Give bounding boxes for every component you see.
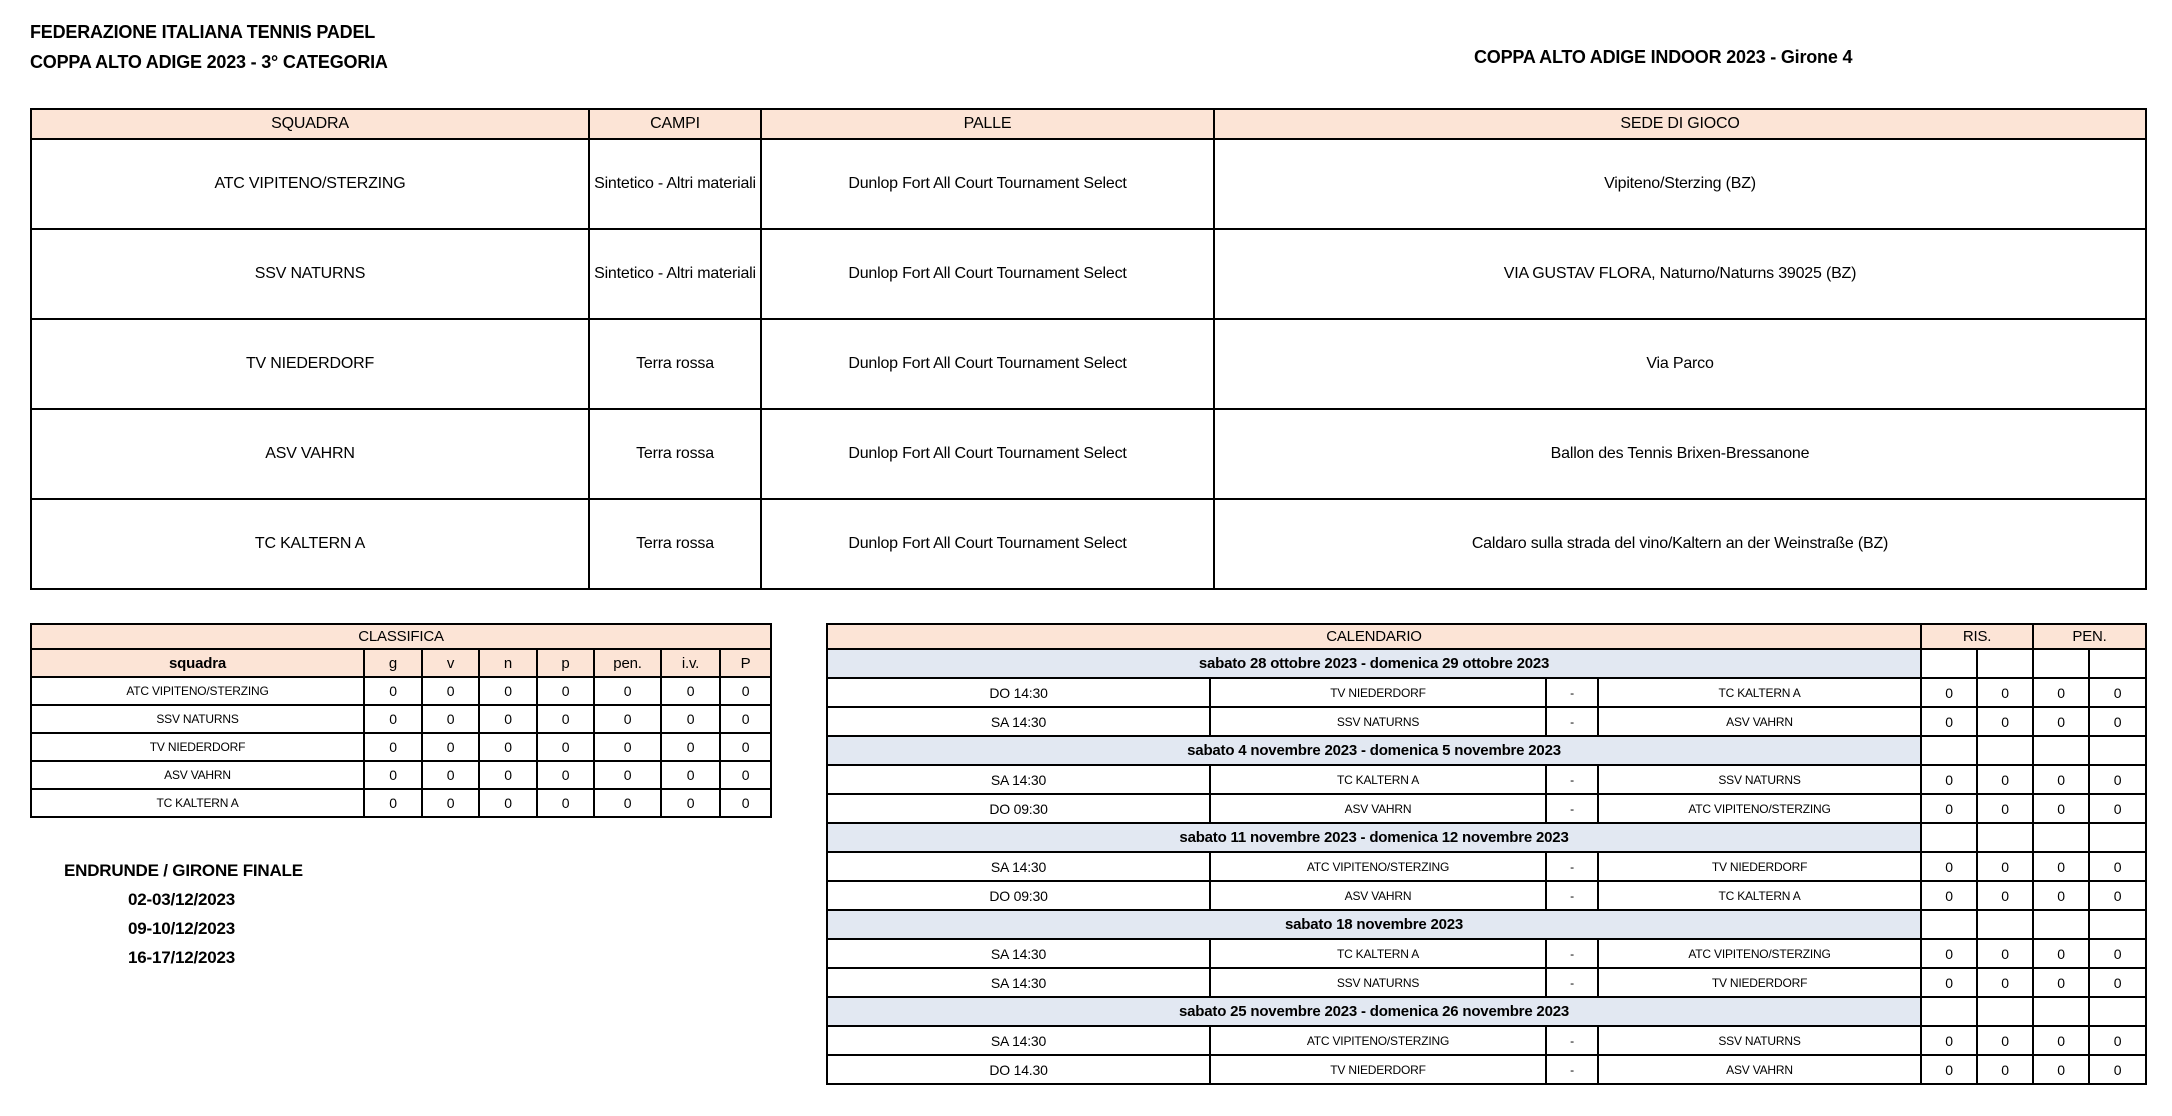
match-time-cell: SA 14:30: [827, 765, 1210, 794]
home-team-cell: ASV VAHRN: [1210, 794, 1546, 823]
empty-score-cell: [1921, 649, 1977, 678]
separator-cell: -: [1546, 1026, 1598, 1055]
empty-score-cell: [2033, 910, 2089, 939]
court-type-cell: Sintetico - Altri materiali: [589, 139, 761, 229]
classifica-stat-cell: 0: [720, 677, 771, 705]
classifica-header-g: g: [364, 649, 422, 677]
classifica-stat-cell: 0: [479, 733, 537, 761]
classifica-stat-cell: 0: [594, 789, 661, 817]
balls-cell: Dunlop Fort All Court Tournament Select: [761, 499, 1214, 589]
classifica-stat-cell: 0: [720, 761, 771, 789]
classifica-stat-cell: 0: [422, 705, 479, 733]
calendar-match-row: [827, 939, 2146, 968]
balls-cell: Dunlop Fort All Court Tournament Select: [761, 229, 1214, 319]
score-cell: 0: [2033, 1055, 2089, 1084]
empty-score-cell: [2089, 910, 2146, 939]
final-round-date: 16-17/12/2023: [128, 948, 236, 967]
score-cell: 0: [1921, 707, 1977, 736]
classifica-header-pen: pen.: [594, 649, 661, 677]
classifica-stat-cell: 0: [594, 677, 661, 705]
teams-row: [31, 499, 2146, 589]
classifica-stat-cell: 0: [661, 677, 720, 705]
court-type-cell: Sintetico - Altri materiali: [589, 229, 761, 319]
teams-row: [31, 229, 2146, 319]
empty-score-cell: [1977, 910, 2033, 939]
teams-row: [31, 139, 2146, 229]
teams-table: [30, 108, 2147, 590]
classifica-stat-cell: 0: [364, 761, 422, 789]
separator-cell: -: [1546, 852, 1598, 881]
classifica-header-squadra: squadra: [31, 649, 364, 677]
separator-cell: -: [1546, 1055, 1598, 1084]
calendar-date-band: sabato 18 novembre 2023: [827, 910, 1921, 939]
score-cell: 0: [1921, 939, 1977, 968]
match-time-cell: SA 14:30: [827, 707, 1210, 736]
empty-score-cell: [1977, 997, 2033, 1026]
match-time-cell: SA 14:30: [827, 968, 1210, 997]
pen-header: PEN.: [2033, 624, 2146, 649]
score-cell: 0: [2033, 881, 2089, 910]
calendario-header-row: [827, 624, 2146, 649]
score-cell: 0: [1921, 968, 1977, 997]
teams-header-palle: PALLE: [761, 109, 1214, 139]
score-cell: 0: [2089, 765, 2146, 794]
classifica-row: [31, 789, 771, 817]
score-cell: 0: [1921, 1055, 1977, 1084]
final-round-date: 09-10/12/2023: [128, 919, 236, 938]
score-cell: 0: [2089, 707, 2146, 736]
final-round-date: 02-03/12/2023: [128, 890, 236, 909]
away-team-cell: TV NIEDERDORF: [1598, 852, 1921, 881]
calendar-match-row: [827, 765, 2146, 794]
home-team-cell: TC KALTERN A: [1210, 939, 1546, 968]
classifica-stat-cell: 0: [661, 761, 720, 789]
empty-score-cell: [2033, 649, 2089, 678]
score-cell: 0: [2033, 852, 2089, 881]
balls-cell: Dunlop Fort All Court Tournament Select: [761, 139, 1214, 229]
score-cell: 0: [2089, 852, 2146, 881]
team-name-cell: TC KALTERN A: [31, 499, 589, 589]
empty-score-cell: [2033, 823, 2089, 852]
classifica-stat-cell: 0: [537, 789, 594, 817]
classifica-stat-cell: 0: [422, 733, 479, 761]
calendar-date-band: sabato 25 novembre 2023 - domenica 26 novembre 2023: [827, 997, 1921, 1026]
classifica-stat-cell: 0: [364, 733, 422, 761]
calendar-date-band: sabato 28 ottobre 2023 - domenica 29 ottobre 2023: [827, 649, 1921, 678]
classifica-stat-cell: 0: [661, 705, 720, 733]
classifica-header-P: P: [720, 649, 771, 677]
classifica-team-cell: SSV NATURNS: [31, 705, 364, 733]
classifica-stat-cell: 0: [422, 677, 479, 705]
classifica-header-row: [31, 649, 771, 677]
calendar-date-band-row: [827, 823, 2146, 852]
calendar-match-row: [827, 881, 2146, 910]
home-team-cell: SSV NATURNS: [1210, 968, 1546, 997]
score-cell: 0: [2089, 881, 2146, 910]
away-team-cell: SSV NATURNS: [1598, 1026, 1921, 1055]
home-team-cell: SSV NATURNS: [1210, 707, 1546, 736]
venue-cell: Via Parco: [1214, 319, 2146, 409]
score-cell: 0: [1921, 852, 1977, 881]
calendar-date-band-row: [827, 997, 2146, 1026]
classifica-row: [31, 733, 771, 761]
home-team-cell: ASV VAHRN: [1210, 881, 1546, 910]
away-team-cell: TC KALTERN A: [1598, 678, 1921, 707]
team-name-cell: SSV NATURNS: [31, 229, 589, 319]
score-cell: 0: [1921, 881, 1977, 910]
teams-row: [31, 319, 2146, 409]
classifica-stat-cell: 0: [594, 705, 661, 733]
classifica-stat-cell: 0: [720, 789, 771, 817]
empty-score-cell: [1977, 736, 2033, 765]
match-time-cell: SA 14:30: [827, 852, 1210, 881]
score-cell: 0: [1921, 765, 1977, 794]
empty-score-cell: [1921, 823, 1977, 852]
ris-header: RIS.: [1921, 624, 2033, 649]
classifica-team-cell: ATC VIPITENO/STERZING: [31, 677, 364, 705]
separator-cell: -: [1546, 794, 1598, 823]
classifica-title-row: [31, 624, 771, 649]
score-cell: 0: [2033, 794, 2089, 823]
teams-header-squadra: SQUADRA: [31, 109, 589, 139]
score-cell: 0: [1921, 678, 1977, 707]
classifica-stat-cell: 0: [720, 733, 771, 761]
classifica-stat-cell: 0: [422, 761, 479, 789]
classifica-stat-cell: 0: [479, 761, 537, 789]
match-time-cell: SA 14:30: [827, 1026, 1210, 1055]
classifica-stat-cell: 0: [537, 705, 594, 733]
score-cell: 0: [2089, 1026, 2146, 1055]
score-cell: 0: [2089, 939, 2146, 968]
score-cell: 0: [1977, 968, 2033, 997]
classifica-stat-cell: 0: [364, 677, 422, 705]
calendar-date-band-row: [827, 736, 2146, 765]
separator-cell: -: [1546, 678, 1598, 707]
endrunde-block: [64, 856, 303, 972]
classifica-header-v: v: [422, 649, 479, 677]
calendar-match-row: [827, 678, 2146, 707]
group-title: COPPA ALTO ADIGE INDOOR 2023 - Girone 4: [1474, 47, 1853, 67]
calendar-match-row: [827, 794, 2146, 823]
home-team-cell: TV NIEDERDORF: [1210, 1055, 1546, 1084]
page-title: [30, 17, 388, 77]
calendar-match-row: [827, 852, 2146, 881]
classifica-row: [31, 761, 771, 789]
home-team-cell: TV NIEDERDORF: [1210, 678, 1546, 707]
score-cell: 0: [2089, 968, 2146, 997]
away-team-cell: SSV NATURNS: [1598, 765, 1921, 794]
calendar-match-row: [827, 707, 2146, 736]
away-team-cell: ATC VIPITENO/STERZING: [1598, 794, 1921, 823]
endrunde-title: ENDRUNDE / GIRONE FINALE: [64, 861, 303, 880]
classifica-stat-cell: 0: [479, 677, 537, 705]
empty-score-cell: [1921, 997, 1977, 1026]
balls-cell: Dunlop Fort All Court Tournament Select: [761, 409, 1214, 499]
score-cell: 0: [1977, 678, 2033, 707]
endrunde-dates: [128, 885, 303, 972]
empty-score-cell: [2089, 823, 2146, 852]
score-cell: 0: [2033, 1026, 2089, 1055]
court-type-cell: Terra rossa: [589, 409, 761, 499]
empty-score-cell: [2089, 736, 2146, 765]
court-type-cell: Terra rossa: [589, 319, 761, 409]
score-cell: 0: [1977, 881, 2033, 910]
away-team-cell: TV NIEDERDORF: [1598, 968, 1921, 997]
score-cell: 0: [2033, 765, 2089, 794]
team-name-cell: TV NIEDERDORF: [31, 319, 589, 409]
empty-score-cell: [1921, 736, 1977, 765]
separator-cell: -: [1546, 707, 1598, 736]
classifica-row: [31, 705, 771, 733]
empty-score-cell: [1977, 823, 2033, 852]
match-time-cell: DO 09:30: [827, 794, 1210, 823]
classifica-stat-cell: 0: [422, 789, 479, 817]
teams-row: [31, 409, 2146, 499]
balls-cell: Dunlop Fort All Court Tournament Select: [761, 319, 1214, 409]
calendar-date-band: sabato 11 novembre 2023 - domenica 12 novembre 2023: [827, 823, 1921, 852]
classifica-header-p: p: [537, 649, 594, 677]
separator-cell: -: [1546, 939, 1598, 968]
match-time-cell: DO 14:30: [827, 678, 1210, 707]
court-type-cell: Terra rossa: [589, 499, 761, 589]
classifica-stat-cell: 0: [661, 733, 720, 761]
empty-score-cell: [2033, 736, 2089, 765]
calendar-date-band: sabato 4 novembre 2023 - domenica 5 novembre 2023: [827, 736, 1921, 765]
score-cell: 0: [2033, 939, 2089, 968]
federation-title: FEDERAZIONE ITALIANA TENNIS PADEL: [30, 22, 376, 42]
classifica-stat-cell: 0: [479, 789, 537, 817]
classifica-stat-cell: 0: [364, 789, 422, 817]
calendar-date-band-row: [827, 649, 2146, 678]
classifica-header-n: n: [479, 649, 537, 677]
classifica-title: CLASSIFICA: [31, 624, 771, 649]
score-cell: 0: [1977, 765, 2033, 794]
score-cell: 0: [2033, 678, 2089, 707]
classifica-stat-cell: 0: [594, 733, 661, 761]
match-time-cell: DO 09:30: [827, 881, 1210, 910]
score-cell: 0: [1977, 794, 2033, 823]
away-team-cell: ASV VAHRN: [1598, 1055, 1921, 1084]
separator-cell: -: [1546, 881, 1598, 910]
score-cell: 0: [1921, 1026, 1977, 1055]
score-cell: 0: [2089, 678, 2146, 707]
teams-header-sede: SEDE DI GIOCO: [1214, 109, 2146, 139]
team-name-cell: ATC VIPITENO/STERZING: [31, 139, 589, 229]
match-time-cell: SA 14:30: [827, 939, 1210, 968]
score-cell: 0: [2089, 794, 2146, 823]
score-cell: 0: [1977, 1055, 2033, 1084]
classifica-stat-cell: 0: [661, 789, 720, 817]
score-cell: 0: [1977, 707, 2033, 736]
classifica-stat-cell: 0: [537, 761, 594, 789]
match-time-cell: DO 14.30: [827, 1055, 1210, 1084]
venue-cell: Vipiteno/Sterzing (BZ): [1214, 139, 2146, 229]
classifica-row: [31, 677, 771, 705]
classifica-table: [30, 623, 772, 818]
classifica-stat-cell: 0: [479, 705, 537, 733]
home-team-cell: TC KALTERN A: [1210, 765, 1546, 794]
classifica-team-cell: ASV VAHRN: [31, 761, 364, 789]
empty-score-cell: [2089, 997, 2146, 1026]
calendar-date-band-row: [827, 910, 2146, 939]
away-team-cell: TC KALTERN A: [1598, 881, 1921, 910]
away-team-cell: ASV VAHRN: [1598, 707, 1921, 736]
separator-cell: -: [1546, 968, 1598, 997]
teams-header-campi: CAMPI: [589, 109, 761, 139]
classifica-stat-cell: 0: [720, 705, 771, 733]
empty-score-cell: [2089, 649, 2146, 678]
venue-cell: Ballon des Tennis Brixen-Bressanone: [1214, 409, 2146, 499]
home-team-cell: ATC VIPITENO/STERZING: [1210, 1026, 1546, 1055]
separator-cell: -: [1546, 765, 1598, 794]
score-cell: 0: [1977, 852, 2033, 881]
score-cell: 0: [2033, 707, 2089, 736]
team-name-cell: ASV VAHRN: [31, 409, 589, 499]
score-cell: 0: [1921, 794, 1977, 823]
empty-score-cell: [1921, 910, 1977, 939]
score-cell: 0: [1977, 1026, 2033, 1055]
calendario-title: CALENDARIO: [827, 624, 1921, 649]
empty-score-cell: [2033, 997, 2089, 1026]
classifica-team-cell: TV NIEDERDORF: [31, 733, 364, 761]
calendario-table: [826, 623, 2147, 1085]
calendar-match-row: [827, 1055, 2146, 1084]
classifica-header-iv: i.v.: [661, 649, 720, 677]
empty-score-cell: [1977, 649, 2033, 678]
classifica-stat-cell: 0: [594, 761, 661, 789]
score-cell: 0: [2033, 968, 2089, 997]
home-team-cell: ATC VIPITENO/STERZING: [1210, 852, 1546, 881]
venue-cell: VIA GUSTAV FLORA, Naturno/Naturns 39025 (BZ): [1214, 229, 2146, 319]
teams-header-row: [31, 109, 2146, 139]
calendar-match-row: [827, 968, 2146, 997]
score-cell: 0: [2089, 1055, 2146, 1084]
classifica-stat-cell: 0: [364, 705, 422, 733]
score-cell: 0: [1977, 939, 2033, 968]
classifica-stat-cell: 0: [537, 733, 594, 761]
calendar-match-row: [827, 1026, 2146, 1055]
classifica-stat-cell: 0: [537, 677, 594, 705]
away-team-cell: ATC VIPITENO/STERZING: [1598, 939, 1921, 968]
venue-cell: Caldaro sulla strada del vino/Kaltern an der Weinstraße (BZ): [1214, 499, 2146, 589]
competition-title: COPPA ALTO ADIGE 2023 - 3° CATEGORIA: [30, 52, 388, 72]
classifica-team-cell: TC KALTERN A: [31, 789, 364, 817]
